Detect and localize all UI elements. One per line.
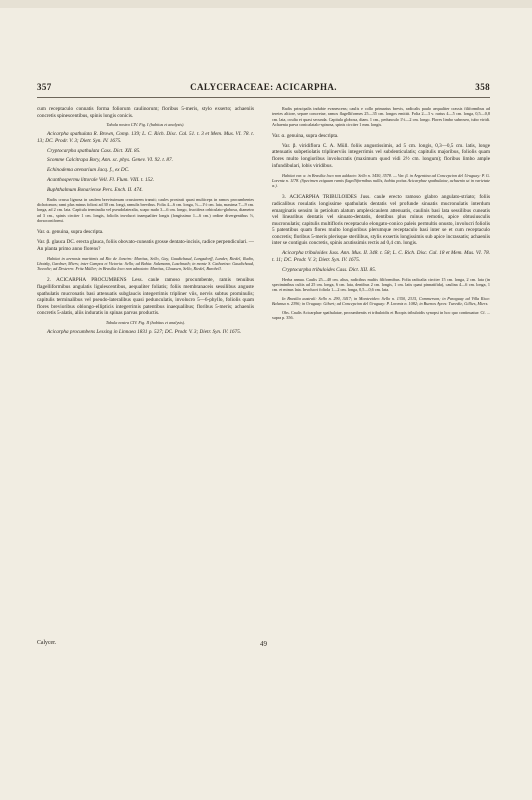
paragraph: Acicarpha spathulata R. Brown, Comp. 139; L. C. Rich. Disc. Cal. 51. t. 3 et Mem. Mus. VI. 78. t. 13; DC. Prodr. V. 3; Dietr. Syn. IV. 1675.: [37, 131, 254, 144]
paragraph: Var. β. viridiflora C. A. Müll. foliis angustissimis, ad 5 cm. longis, 0,3—0,5 cm. latis, longe attenuatis subpetiolatis triplinerviis integerrimis vel subdenticulatis; capitulis majoribus, foliolis quam flores multo longioribus involucratis (maximum quod vidi 2½ cm. longum); floribus limbo ample infundibulari, lobis viridibus.: [272, 142, 490, 169]
paragraph: Var. α. genuina, supra descripta.: [37, 229, 104, 236]
paragraph: Habitat var. α. in Brasilia loco non adducto: Sello n. 3450, 3578. — Var. β. in Argentina ad Concepcion del Uruguay: P. G. Lorentz n. 1178. (Specimen exiguum ramis flagelliformibus nullis, habitu potius Acicarphae spathulatae, achaenio ut in varietate α.).: [272, 172, 490, 189]
paragraph: 3. ACICARPHA TRIBULOIDES Juss. caule erecto ramoso glabro angulato-striato; foliis radicalibus rosulatis longissime spathulatis dentatis vel profunde sinuatis mucronulatis interdum emarginatis sensim in petiolum alatum amplexicaulem attenuatis, caulinis basi lata sessilibus cuneatis vel linearibus dentatis vel sinuato-dentatis, dentibus plus minus remotis, apice obtusiusculis mucronulatis; capitulis multifloris receptaculo elongato-conico paleis permultis onusto, involucri foliolis 5 patentibus quam flores multo longioribus plerumque receptaculo basi inter se et cum receptaculo concretis; floribus 5-meris plerisque sterilibus, stylis exsertis longissimis sub apice incrassatis; achaeniis inter se contiguis concretis, spinis acutissimis rectis ad 0,4 cm. longis.: [272, 194, 490, 247]
paragraph: Radix principalis indubie evanescens; caulis e collo primarius brevis, radicalis paulo aequaliter crassis filiformibus ad teretes altiore, separe concretae, ramos flagelliformes 25—35 cm. longos emittit. Folia 2—3 v. rarius 4—5 cm. longa, 0,5—0,8 cm. lata, oculta et quasi secunda. Capitula globosa, diam. 1 cm., pedunculo 1½—2 cm. longo. Flores limbo subroseo, tubo viridi. Achaenia parva conicalatalo-spinosa, spinis circiter 1 mm. longis.: [272, 106, 490, 127]
page-number-left: 357: [37, 82, 52, 92]
paragraph: Var. β. glauca DC. erecta glauca, foliis obovato-cuneatis grosse dentato-incisis, radice perpendiculari. — An planta primo anno florens?: [37, 239, 254, 252]
paragraph: Acicarpha procumbens Lessing in Linnaea 1831 p. 527; DC. Prodr. V. 3; Dietr. Syn. IV. 1675.: [47, 328, 242, 335]
paragraph: Habitat in arenosis maritimis ad Rio de Janeiro: Martius, Sello, Gay, Gaudichaud, Langsdorff, Lunder, Riedel, Rudio, Lhotzky, Gardner, Miers; inter Campos et Victoria: Sello; ad Bahia: Salzmann, Luschnath; in monte S. Catharina: Gaudichaud, Tweedie; ad Desterro: Fritz Müller; in Brasilia loco non adnotato: Martius, Claussen, Sello, Riedel, Burchell.: [37, 255, 254, 272]
paragraph: Cryptocarpha spathulata Cass. Dict. XII. 85.: [47, 147, 141, 154]
paragraph: 2. ACICARPHA PROCUMBENS Less. caule ramoso procumbente, ramis tenuibus flagelliformibus angulatis ligulescentibus, aequaliter foliatis; foliis membranaceis sessilibus anguste spathulatis mucronatis basi attenuatis subglaucis integerrimis tripliner viis, nervis subtus prominulis; capitulis terminalibus vel pseudo-lateralibus quasi pedunculatis, involucro 5—6-phyllo, foliolis quam flores brevioribus oblongo-ellipticis integerrimis patentibus inaequalibus; floribus 5-meris; achaeniis concretis 5-alatis, aliis induratis in spinas parvas productis.: [37, 277, 254, 317]
paragraph: Obs. Caulis Acicarphae spathulatae, procumbentis et tribuloidis et Boopis tribuloidis synopsi in hoc quo continuatur: Cf. ... supra p. 356.: [272, 309, 490, 320]
paragraph: Echinodema arenarium Jacq. f., ex DC.: [47, 167, 130, 174]
paragraph: Buphthalmum Bonariense Pers. Ench. II. 474.: [47, 187, 143, 194]
paragraph: Var. α. genuina, supra descripta.: [272, 133, 339, 139]
header-rule: [37, 97, 490, 98]
running-title: CALYCERACEAE: ACICARPHA.: [190, 82, 337, 92]
right-column: [272, 106, 490, 323]
page-footer: [37, 640, 490, 652]
signature-mark: Calycer.: [37, 640, 57, 646]
left-column: [37, 106, 254, 339]
paragraph: Cryptocarpha tribuloides Cass. Dict. XII. 85.: [282, 266, 377, 273]
sheet-number: 49: [260, 640, 267, 648]
paragraph: Radix crassa lignosa in caulem brevissimum crassiorem transit; caules prostrati quasi multiceps in ramos procumbentes dichotomos; rami plus minus foliosi ad 30 cm. longi, ramulis brevibus. Folia 4—6 cm. longa, ⅓—1½ cm. lata, maxima 7—9 cm. longa, ad 2 cm. lata. Capitula terminalia vel pseudolateralia, scapo nudo 3—6 cm. longo, fructifera orbiculato-globosa, diametro ad 3 cm., spinis circiter 1 cm. longis, foliolis involucri inaequaliter longis (longissimo 1—6 cm.) ordine divergentibus ⅓, dorsoconiformi.: [37, 196, 254, 223]
paragraph: cum receptaculo connatis forma foliorum caulinorum; floribus 5-meris, stylo exserto; achaeniis concretis spinescentibus, spinis longis conicis.: [37, 106, 254, 119]
paragraph: In Brasilia australi: Sello n. 290, 3417; in Montevideo: Sello n. 1350, 2315, Commerson; in Paraguay ad Villa Rica: Balansa n. 2396; in Uruguay: Gibert; ad Concepcion del Uruguay: P. Lorentz n. 1082; in Buenos Ayres: Tweedie, Gillies, Miers.: [272, 295, 490, 307]
paragraph: Acicarpha tribuloides Juss. Ann. Mus. II. 348. t. 58; L. C. Rich. Disc. Cal. 18 et Mem. Mus. VI. 78. t. 11; DC. Prodr. V. 3; Dietr. Syn. IV. 1675.: [272, 250, 490, 263]
paragraph: Scomme Calcitrapa Bory, Ann. sc. phys. Genev. VI. 92. t. 87.: [47, 157, 173, 164]
page-header: [37, 82, 490, 96]
paragraph: Acanthospermu littorale Vell. Fl. Flum. VIII. t. 152.: [47, 177, 155, 184]
paragraph: Tabula nostra CIV. Fig. I (habitus et analysis).: [106, 122, 185, 128]
paragraph: Herba annua. Caulis 25—40 cm. altus, radicibus multis filiformibus. Folia radicalia circiter 15 cm. longa, 2 cm. lata (in speciminibus cultis ad 25 cm. longa, 6 cm. lata, dentibus 2 cm. longis, 1 cm. latis quasi pinnatifida), caulina 4—6 cm. longa, 1 cm. et minus lata. Involucri foliola 1—2 cm. longa, 0,5—0,6 cm. lata.: [272, 276, 490, 293]
page-number-right: 358: [475, 82, 490, 92]
paragraph: Tabula nostra CIV. Fig. II (habitus et analysis).: [105, 320, 186, 326]
page-edge: [0, 0, 532, 8]
